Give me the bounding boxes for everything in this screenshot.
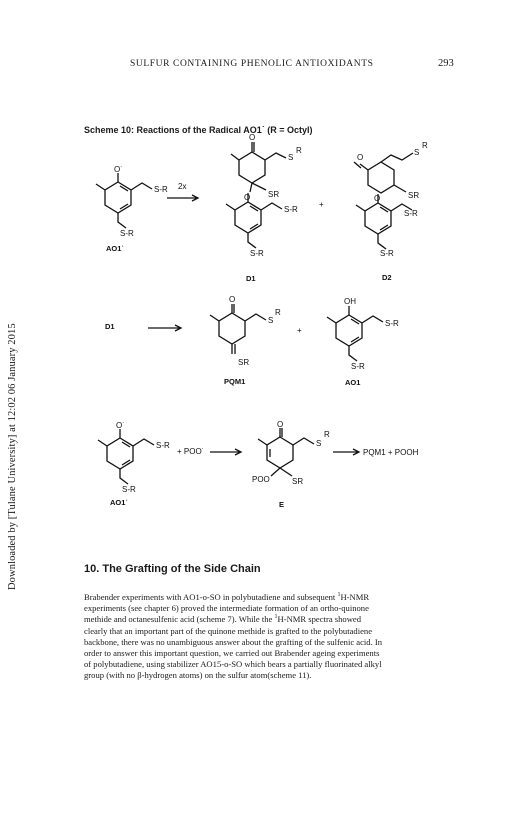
label-e: E <box>279 500 285 509</box>
atom-sr: SR <box>268 190 280 199</box>
label-d2: D2 <box>382 273 392 282</box>
running-head: SULFUR CONTAINING PHENOLIC ANTIOXIDANTS <box>130 59 374 69</box>
atom-s-r: S-R <box>154 185 168 194</box>
body-paragraph <box>84 592 456 682</box>
structure-pqm1 <box>210 295 281 386</box>
structure-ao1 <box>327 297 399 387</box>
atom-r: R <box>296 146 302 155</box>
atom-r: R <box>275 308 281 317</box>
body-line-3: methide and octanesulfenic acid (scheme 7). While the $^1$H-NMR spectra showed <box>84 614 362 625</box>
atom-r: R <box>324 430 330 439</box>
atom-o: O <box>229 295 236 304</box>
plus-sign: + <box>319 200 324 209</box>
structure-d2 <box>354 141 428 282</box>
label-ao1-radical: AO1˙ <box>106 244 124 253</box>
atom-s-r: S-R <box>284 205 298 214</box>
atom-s-r: S-R <box>385 319 399 328</box>
atom-o: O <box>357 153 364 162</box>
body-line-2: experiments (see chapter 6) proved the intermediate formation of an ortho-quinone <box>84 603 369 614</box>
atom-o: O <box>277 420 284 429</box>
label-ao1-radical-2: AO1˙ <box>110 498 128 507</box>
atom-s: S <box>414 148 420 157</box>
body-line-5: backbone, there was no unambiguous answer about the grafting of the sulfenic acid. In <box>84 636 383 647</box>
section-heading: 10. The Grafting of the Side Chain <box>84 563 261 575</box>
body-line-7: of polybutadiene, using stabilizer AO15-o-SO which bears a partially fluorinated alkyl <box>84 659 382 670</box>
atom-s-r: S-R <box>156 441 170 450</box>
atom-s-r: S-R <box>120 229 134 238</box>
label-d1: D1 <box>246 274 256 283</box>
body-line-1: Brabender experiments with AO1-o-SO in polybutadiene and subsequent $^1$H-NMR <box>84 592 370 602</box>
reaction-arrow <box>167 195 198 201</box>
scheme-title: Scheme 10: Reactions of the Radical AO1˙ (R = Octyl) <box>84 125 313 135</box>
structure-d1 <box>226 133 302 283</box>
atom-sr: SR <box>238 358 250 367</box>
body-line-6: order to answer this important question, we carried out Brabender ageing experiments <box>84 648 380 659</box>
atom-o: O <box>249 133 256 142</box>
atom-o: O <box>244 193 251 202</box>
download-watermark: Downloaded by [Tulane University] at 12:02 06 January 2015 <box>7 323 18 590</box>
atom-s: S <box>316 439 322 448</box>
atom-r: R <box>422 141 428 150</box>
atom-s-r: S-R <box>250 249 264 258</box>
atom-s: S <box>268 316 274 325</box>
atom-sr: SR <box>408 191 420 200</box>
atom-sr: SR <box>292 477 304 486</box>
atom-s-r: S-R <box>404 209 418 218</box>
body-line-8: group (with no β-hydrogen atoms) on the sulfur atom(scheme 11). <box>84 670 312 681</box>
page-number: 293 <box>438 58 454 69</box>
body-line-4: clearly that an important part of the quinone methide is grafted to the polybutadiene <box>84 625 373 636</box>
atom-o-radical: O˙ <box>114 165 123 174</box>
reaction-arrow <box>333 449 359 455</box>
atom-s-r: S-R <box>122 485 136 494</box>
atom-poo: POO <box>252 475 270 484</box>
label-pqm1: PQM1 <box>224 377 246 386</box>
reaction-arrow <box>210 449 241 455</box>
atom-s: S <box>288 153 294 162</box>
reaction-arrow <box>148 325 181 331</box>
label-d1-reactant: D1 <box>105 322 115 331</box>
structure-e <box>252 420 330 509</box>
label-ao1: AO1 <box>345 378 361 387</box>
label-times2: 2x <box>178 182 187 191</box>
atom-o-radical: O˙ <box>116 421 125 430</box>
atom-s-r: S-R <box>351 362 365 371</box>
structure-ao1-radical <box>96 165 168 253</box>
structure-ao1-radical-2 <box>98 421 170 507</box>
label-products: PQM1 + POOH <box>363 448 419 457</box>
plus-sign: + <box>297 326 302 335</box>
atom-s-r: S-R <box>380 249 394 258</box>
atom-oh: OH <box>344 297 356 306</box>
label-poo-radical: + POO˙ <box>177 447 205 456</box>
atom-o: O <box>374 194 381 203</box>
